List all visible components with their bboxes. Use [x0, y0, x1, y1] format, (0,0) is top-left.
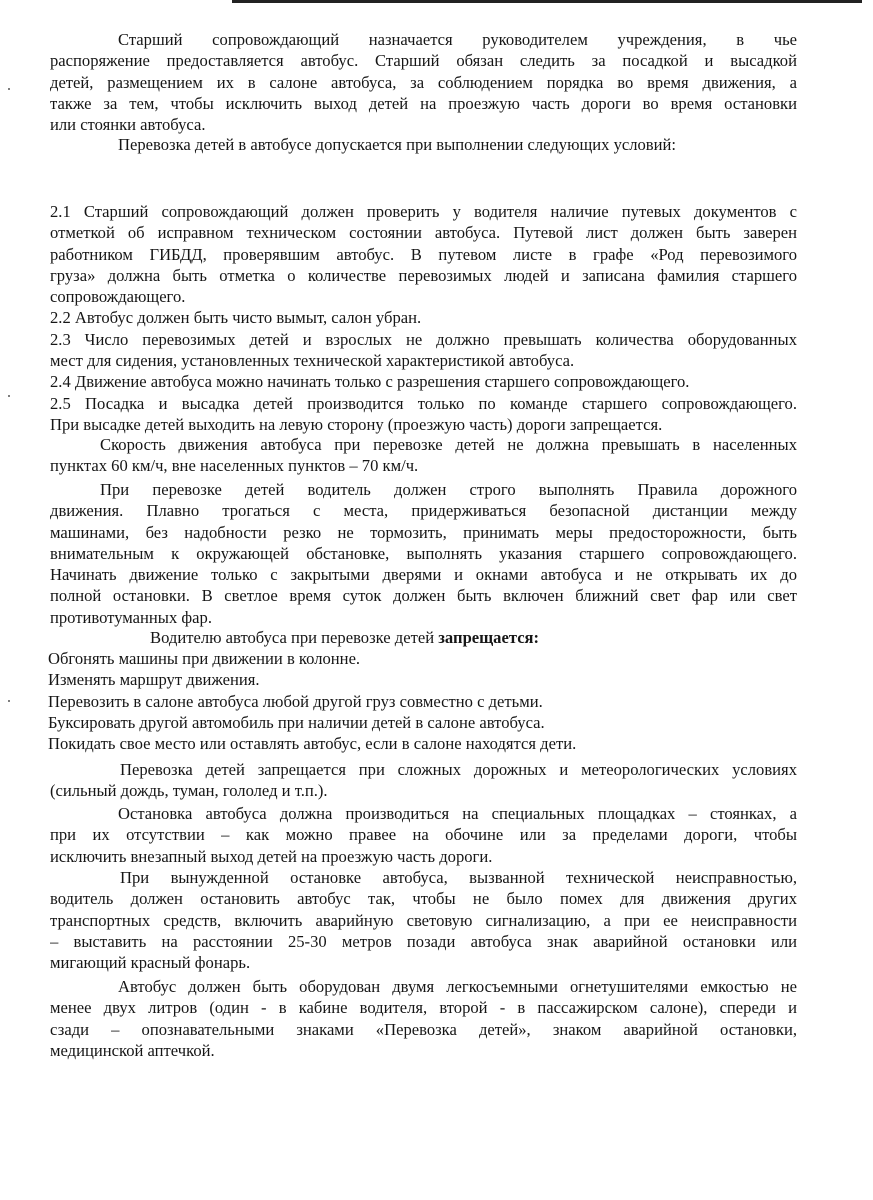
scan-speck: [8, 395, 10, 397]
text-line: транспортных средств, включить аварийную световую сигнализацию, а при ее неисправности: [50, 910, 797, 930]
paragraph-equipment: [50, 976, 797, 1061]
text-line: Перевозка детей запрещается при сложных дорожных и метеорологических условиях: [120, 760, 797, 779]
heading-bold: запрещается: [438, 628, 534, 647]
text-line: водитель должен остановить автобус так, чтобы не было помех для движения других: [50, 889, 797, 909]
scan-speck: [8, 88, 10, 90]
text-line: полной остановки. В светлое время суток должен быть включен ближний свет фар или свет: [50, 586, 797, 606]
text-line: противотуманных фар.: [50, 607, 212, 627]
text-line: работником ГИБДД, проверявшим автобус. В путевом листе в графе «Род перевозимого: [50, 244, 797, 264]
text-line: также за тем, чтобы исключить выход детей на проезжую часть дороги во время остановки: [50, 93, 797, 113]
text-line: груза» должна быть отметка о количестве перевозимых людей и записана фамилия старшего: [50, 265, 797, 285]
text-line: Автобус должен быть оборудован двумя легкосъемными огнетушителями емкостью не: [118, 977, 797, 996]
text-line: менее двух литров (один - в кабине водителя, второй - в пассажирском салоне), спереди и: [50, 998, 797, 1018]
text-line: Перевозка детей в автобусе допускается при выполнении следующих условий:: [118, 135, 677, 154]
paragraph-weather: [50, 759, 797, 802]
text-line: мигающий красный фонарь.: [50, 953, 251, 973]
text-line: При вынужденной остановке автобуса, вызванной технической неисправностью,: [120, 868, 797, 887]
text-line: 2.5 Посадка и высадка детей производится только по команде старшего сопровождающего.: [50, 393, 797, 413]
text-line: 2.2 Автобус должен быть чисто вымыт, салон убран.: [50, 308, 422, 328]
text-line: или стоянки автобуса.: [50, 115, 206, 135]
text-line: распоряжение предоставляется автобус. Старший обязан следить за посадкой и высадкой: [50, 51, 797, 71]
paragraph-stopping: [50, 803, 797, 867]
text-line: сопровождающего.: [50, 287, 186, 307]
list-item: Буксировать другой автомобиль при наличии детей в салоне автобуса.: [48, 712, 545, 732]
text-line: – выставить на расстоянии 25-30 метров позади автобуса знак аварийной остановки или: [50, 931, 797, 951]
text-line: При перевозке детей водитель должен строго выполнять Правила дорожного: [100, 480, 797, 499]
text-line: 2.1 Старший сопровождающий должен проверить у водителя наличие путевых документов с: [50, 202, 797, 221]
text-line: медицинской аптечкой.: [50, 1040, 215, 1060]
scan-edge-line: [232, 0, 862, 3]
text-line: мест для сидения, установленных технической характеристикой автобуса.: [50, 351, 575, 371]
paragraph-conditions-list: [50, 201, 797, 435]
list-item: Обгонять машины при движении в колонне.: [48, 649, 361, 668]
text-line: (сильный дождь, туман, гололед и т.п.).: [50, 781, 328, 801]
text-line: 2.3 Число перевозимых детей и взрослых не должно превышать количества оборудованных: [50, 329, 797, 349]
paragraph-conditions-intro: [50, 134, 797, 155]
text-line: Скорость движения автобуса при перевозке детей не должна превышать в населенных: [100, 435, 797, 454]
text-line: детей, размещением их в салоне автобуса, за соблюдением порядка во время движения, а: [50, 72, 797, 92]
text-line: движения. Плавно трогаться с места, придерживаться безопасной дистанции между: [50, 501, 797, 521]
text-line: внимательным к окружающей обстановке, выполнять указания старшего сопровождающего.: [50, 543, 797, 563]
paragraph-speed: [50, 434, 797, 477]
list-item: Изменять маршрут движения.: [48, 670, 260, 690]
heading-text: Водителю автобуса при перевозке детей: [150, 628, 439, 647]
paragraph-driver-rules: [50, 479, 797, 628]
text-line: 2.4 Движение автобуса можно начинать только с разрешения старшего сопровождающего.: [50, 372, 690, 392]
text-line: Остановка автобуса должна производиться на специальных площадках – стоянках, а: [118, 804, 797, 823]
list-item: Перевозить в салоне автобуса любой другой груз совместно с детьми.: [48, 691, 543, 711]
scan-speck: [8, 700, 10, 702]
paragraph-prohibited-list: [48, 648, 795, 754]
text-line: Старший сопровождающий назначается руководителем учреждения, в чье: [118, 30, 797, 49]
paragraph-senior-escort: [50, 29, 797, 135]
paragraph-forced-stop: [50, 867, 797, 973]
text-line: При высадке детей выходить на левую сторону (проезжую часть) дороги запрещается.: [50, 414, 663, 434]
text-line: отметкой об исправном техническом состоянии автобуса. Путевой лист должен быть заверен: [50, 223, 797, 243]
text-line: исключить внезапный выход детей на проезжую часть дороги.: [50, 846, 493, 866]
text-line: Начинать движение только с закрытыми дверями и окнами автобуса и не открывать их до: [50, 565, 797, 585]
text-line: машинами, без надобности резко не тормозить, принимать меры предосторожности, быть: [50, 522, 797, 542]
list-item: Покидать свое место или оставлять автобус, если в салоне находятся дети.: [48, 734, 577, 754]
prohibited-heading: [150, 627, 790, 648]
text-line: сзади – опознавательными знаками «Перевозка детей», знаком аварийной остановки,: [50, 1019, 797, 1039]
heading-colon: :: [533, 628, 540, 647]
text-line: при их отсутствии – как можно правее на обочине или за пределами дороги, чтобы: [50, 825, 797, 845]
text-line: пунктах 60 км/ч, вне населенных пунктов – 70 км/ч.: [50, 456, 419, 476]
